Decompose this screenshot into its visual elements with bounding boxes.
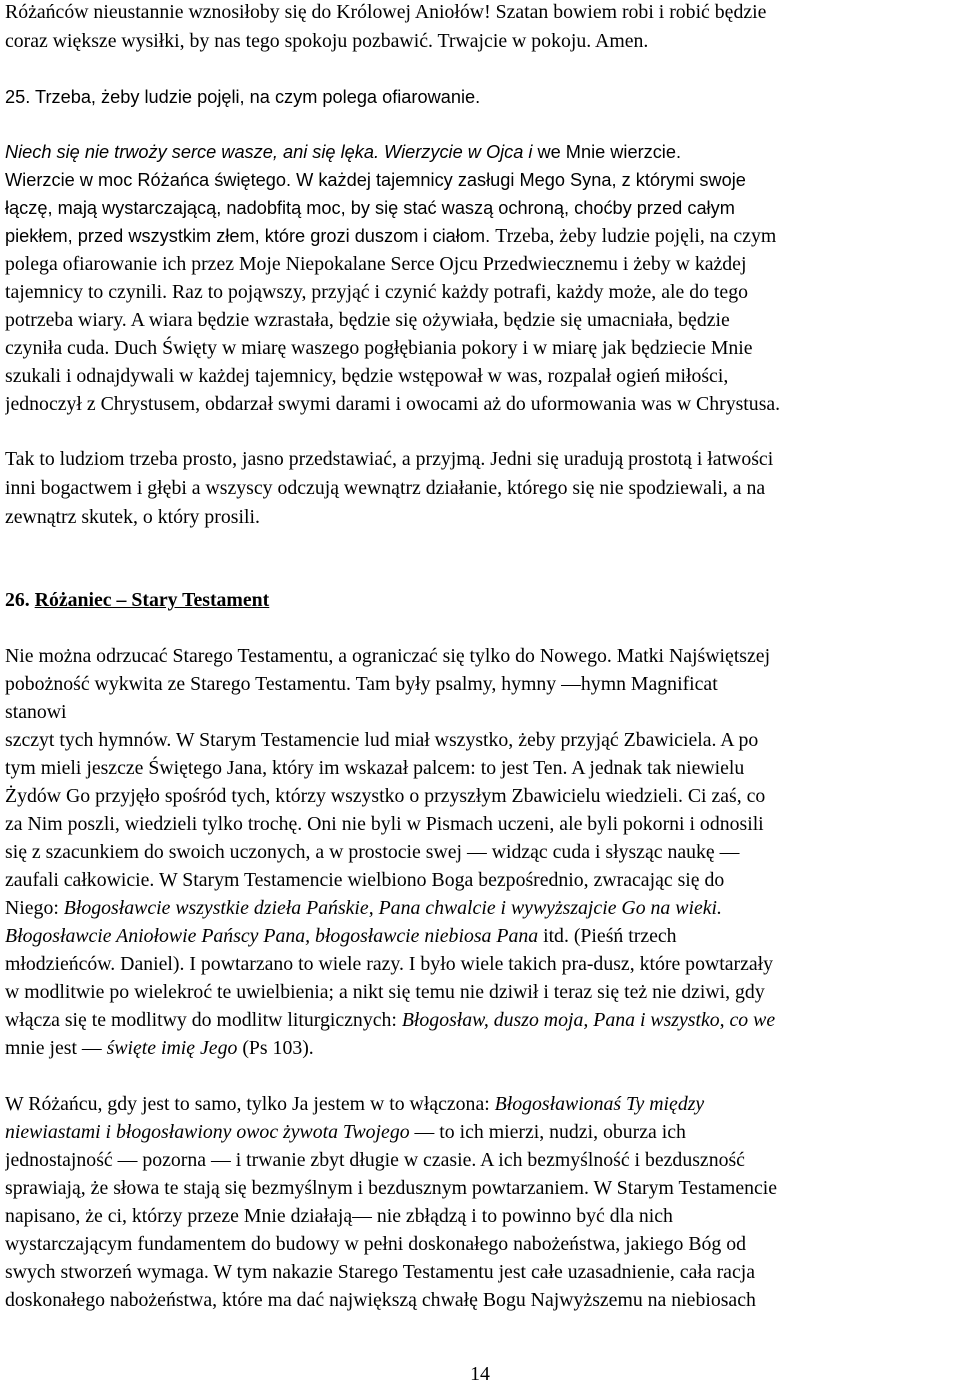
quote-text: Błogosław, duszo moja, Pana i wszystko, co we <box>401 1009 776 1031</box>
quote-text: Błogosławionaś Ty między <box>494 1093 705 1115</box>
quote-text: Błogosławcie Aniołowie Pańscy Pana, błogosławcie niebiosa Pana <box>5 925 539 947</box>
text-line: polega ofiarowanie ich przez Moje Niepokalane Serce Ojcu Przedwiecznemu i żeby w każdej <box>5 253 747 275</box>
text-line: tym mieli jeszcze Świętego Jana, który im wskazał palcem: to jest Ten. A jednak tak niewielu <box>5 757 745 779</box>
quote-text: Niech się nie trwoży serce wasze, ani się lęka. Wierzycie w Ojca i <box>5 142 538 162</box>
text-line <box>5 1090 960 1118</box>
text-line <box>5 922 960 950</box>
text-line: inni bogactwem i głębi a wszyscy odczują wewnątrz działanie, którego się nie spodziewali, a na <box>5 477 766 499</box>
text-line: sprawiają, że słowa te stają się bezmyślnym i bezdusznym powtarzaniem. W Starym Testamencie <box>5 1177 778 1199</box>
text-line: napisano, że ci, którzy przeze Mnie działają— nie zbłądzą i to powinno być dla nich <box>5 1205 673 1227</box>
text-line: swych stworzeń wymaga. W tym nakazie Starego Testamentu jest całe uzasadnienie, cała racja <box>5 1261 756 1283</box>
text-line: szczyt tych hymnów. W Starym Testamencie lud miał wszystko, żeby przyjąć Zbawiciela. A po <box>5 729 759 751</box>
text-line: wystarczającym fundamentem do budowy w pełni doskonałego nabożeństwa, jakiego Bóg od <box>5 1233 747 1255</box>
text-line: czyniła cuda. Duch Święty w miarę waszego pogłębiania pokory i w miarę jak będziecie Mnie <box>5 337 753 359</box>
text-span: — to ich mierzi, nudzi, oburza ich <box>409 1121 686 1143</box>
text-line: potrzeba wiary. A wiara będzie wzrastała, będzie się ożywiała, będzie się umacniała, będzie <box>5 309 730 331</box>
text-line <box>5 1006 960 1034</box>
text-span: włącza się te modlitwy do modlitw liturgicznych: <box>5 1009 402 1031</box>
text-line: Wierzcie w moc Różańca świętego. W każdej tajemnicy zasługi Mego Syna, z którymi swoje <box>5 170 746 190</box>
text-line <box>5 1034 960 1062</box>
heading-number: 26. <box>5 589 35 611</box>
text-line: tajemnicy to czynili. Raz to pojąwszy, przyjąć i czynić każdy potrafi, każdy może, ale do tego <box>5 281 748 303</box>
text-span: itd. (Pieśń trzech <box>538 925 677 947</box>
text-span: Niego: <box>5 897 64 919</box>
text-span: (Ps 103). <box>237 1037 314 1059</box>
text-line <box>5 222 960 250</box>
text-span: mnie jest — <box>5 1037 107 1059</box>
quote-text: święte imię Jego <box>106 1037 238 1059</box>
text-line: za Nim poszli, wiedzieli tylko trochę. Oni nie byli w Pismach uczeni, ale byli pokorni i odnosili <box>5 813 764 835</box>
text-line <box>5 138 960 166</box>
text-line <box>5 1118 960 1146</box>
section-26-heading <box>5 586 960 614</box>
text-line <box>5 894 960 922</box>
quote-text: Błogosławcie wszystkie dzieła Pańskie, Pana chwalcie i wywyższajcie Go na wieki. <box>63 897 722 919</box>
text-line: się z szacunkiem do swoich uczonych, a w prostocie swej — widząc cuda i słysząc naukę — <box>5 841 740 863</box>
text-line: młodzieńców. Daniel). I powtarzano to wiele razy. I było wiele takich pra-dusz, które powtarzały <box>5 953 774 975</box>
text-line: doskonałego nabożeństwa, które ma dać największą chwałę Bogu Najwyższemu na niebiosach <box>5 1289 756 1311</box>
text-line: stanowi <box>5 701 67 723</box>
text-line: Różańców nieustannie wznosiłoby się do Królowej Aniołów! Szatan bowiem robi i robić będzie <box>5 1 767 23</box>
text-line: coraz większe wysiłki, by nas tego spokoju pozbawić. Trwajcie w pokoju. Amen. <box>5 30 649 52</box>
text-span: Trzeba, żeby ludzie pojęli, na czym <box>495 225 777 247</box>
text-line: szukali i odnajdywali w każdej tajemnicy, będzie wstępował w was, rozpalał ogień miłości, <box>5 365 729 387</box>
text-span: piekłem, przed wszystkim złem, które grozi duszom i ciałom. <box>5 226 496 246</box>
quote-text: niewiastami i błogosławiony owoc żywota Twojego <box>5 1121 410 1143</box>
text-line: Nie można odrzucać Starego Testamentu, a ograniczać się tylko do Nowego. Matki Najświętszej <box>5 645 771 667</box>
text-line: jednostajność — pozorna — i trwanie zbyt długie w czasie. A ich bezmyślność i bezduszność <box>5 1149 745 1171</box>
text-line: łączę, mają wystarczającą, nadobfitą moc, by się stać waszą ochroną, choćby przed całym <box>5 198 735 218</box>
text-line: pobożność wykwita ze Starego Testamentu. Tam były psalmy, hymny —hymn Magnificat <box>5 673 718 695</box>
text-line: jednoczył z Chrystusem, obdarzał swymi darami i owocami aż do uformowania was w Chrystusa. <box>5 393 781 415</box>
heading-title: Różaniec – Stary Testament <box>34 589 270 611</box>
text-line: Tak to ludziom trzeba prosto, jasno przedstawiać, a przyjmą. Jedni się uradują prostotą i łatwości <box>5 448 774 470</box>
text-line: zaufali całkowicie. W Starym Testamencie wielbiono Boga bezpośrednio, zwracając się do <box>5 869 725 891</box>
text-span: we Mnie wierzcie. <box>537 142 682 162</box>
text-line: zewnątrz skutek, o który prosili. <box>5 506 260 528</box>
section-25-heading: 25. Trzeba, żeby ludzie pojęli, na czym polega ofiarowanie. <box>5 87 481 107</box>
page-number: 14 <box>470 1363 490 1385</box>
text-line: w modlitwie po wielekroć te uwielbienia; a nikt się temu nie dziwił i teraz się też nie dziwi, gdy <box>5 981 765 1003</box>
text-span: W Różańcu, gdy jest to samo, tylko Ja jestem w to włączona: <box>5 1093 495 1115</box>
text-line: Żydów Go przyjęło spośród tych, którzy wszystko o przyszłym Zbawicielu wiedzieli. Ci zaś, co <box>5 785 766 807</box>
